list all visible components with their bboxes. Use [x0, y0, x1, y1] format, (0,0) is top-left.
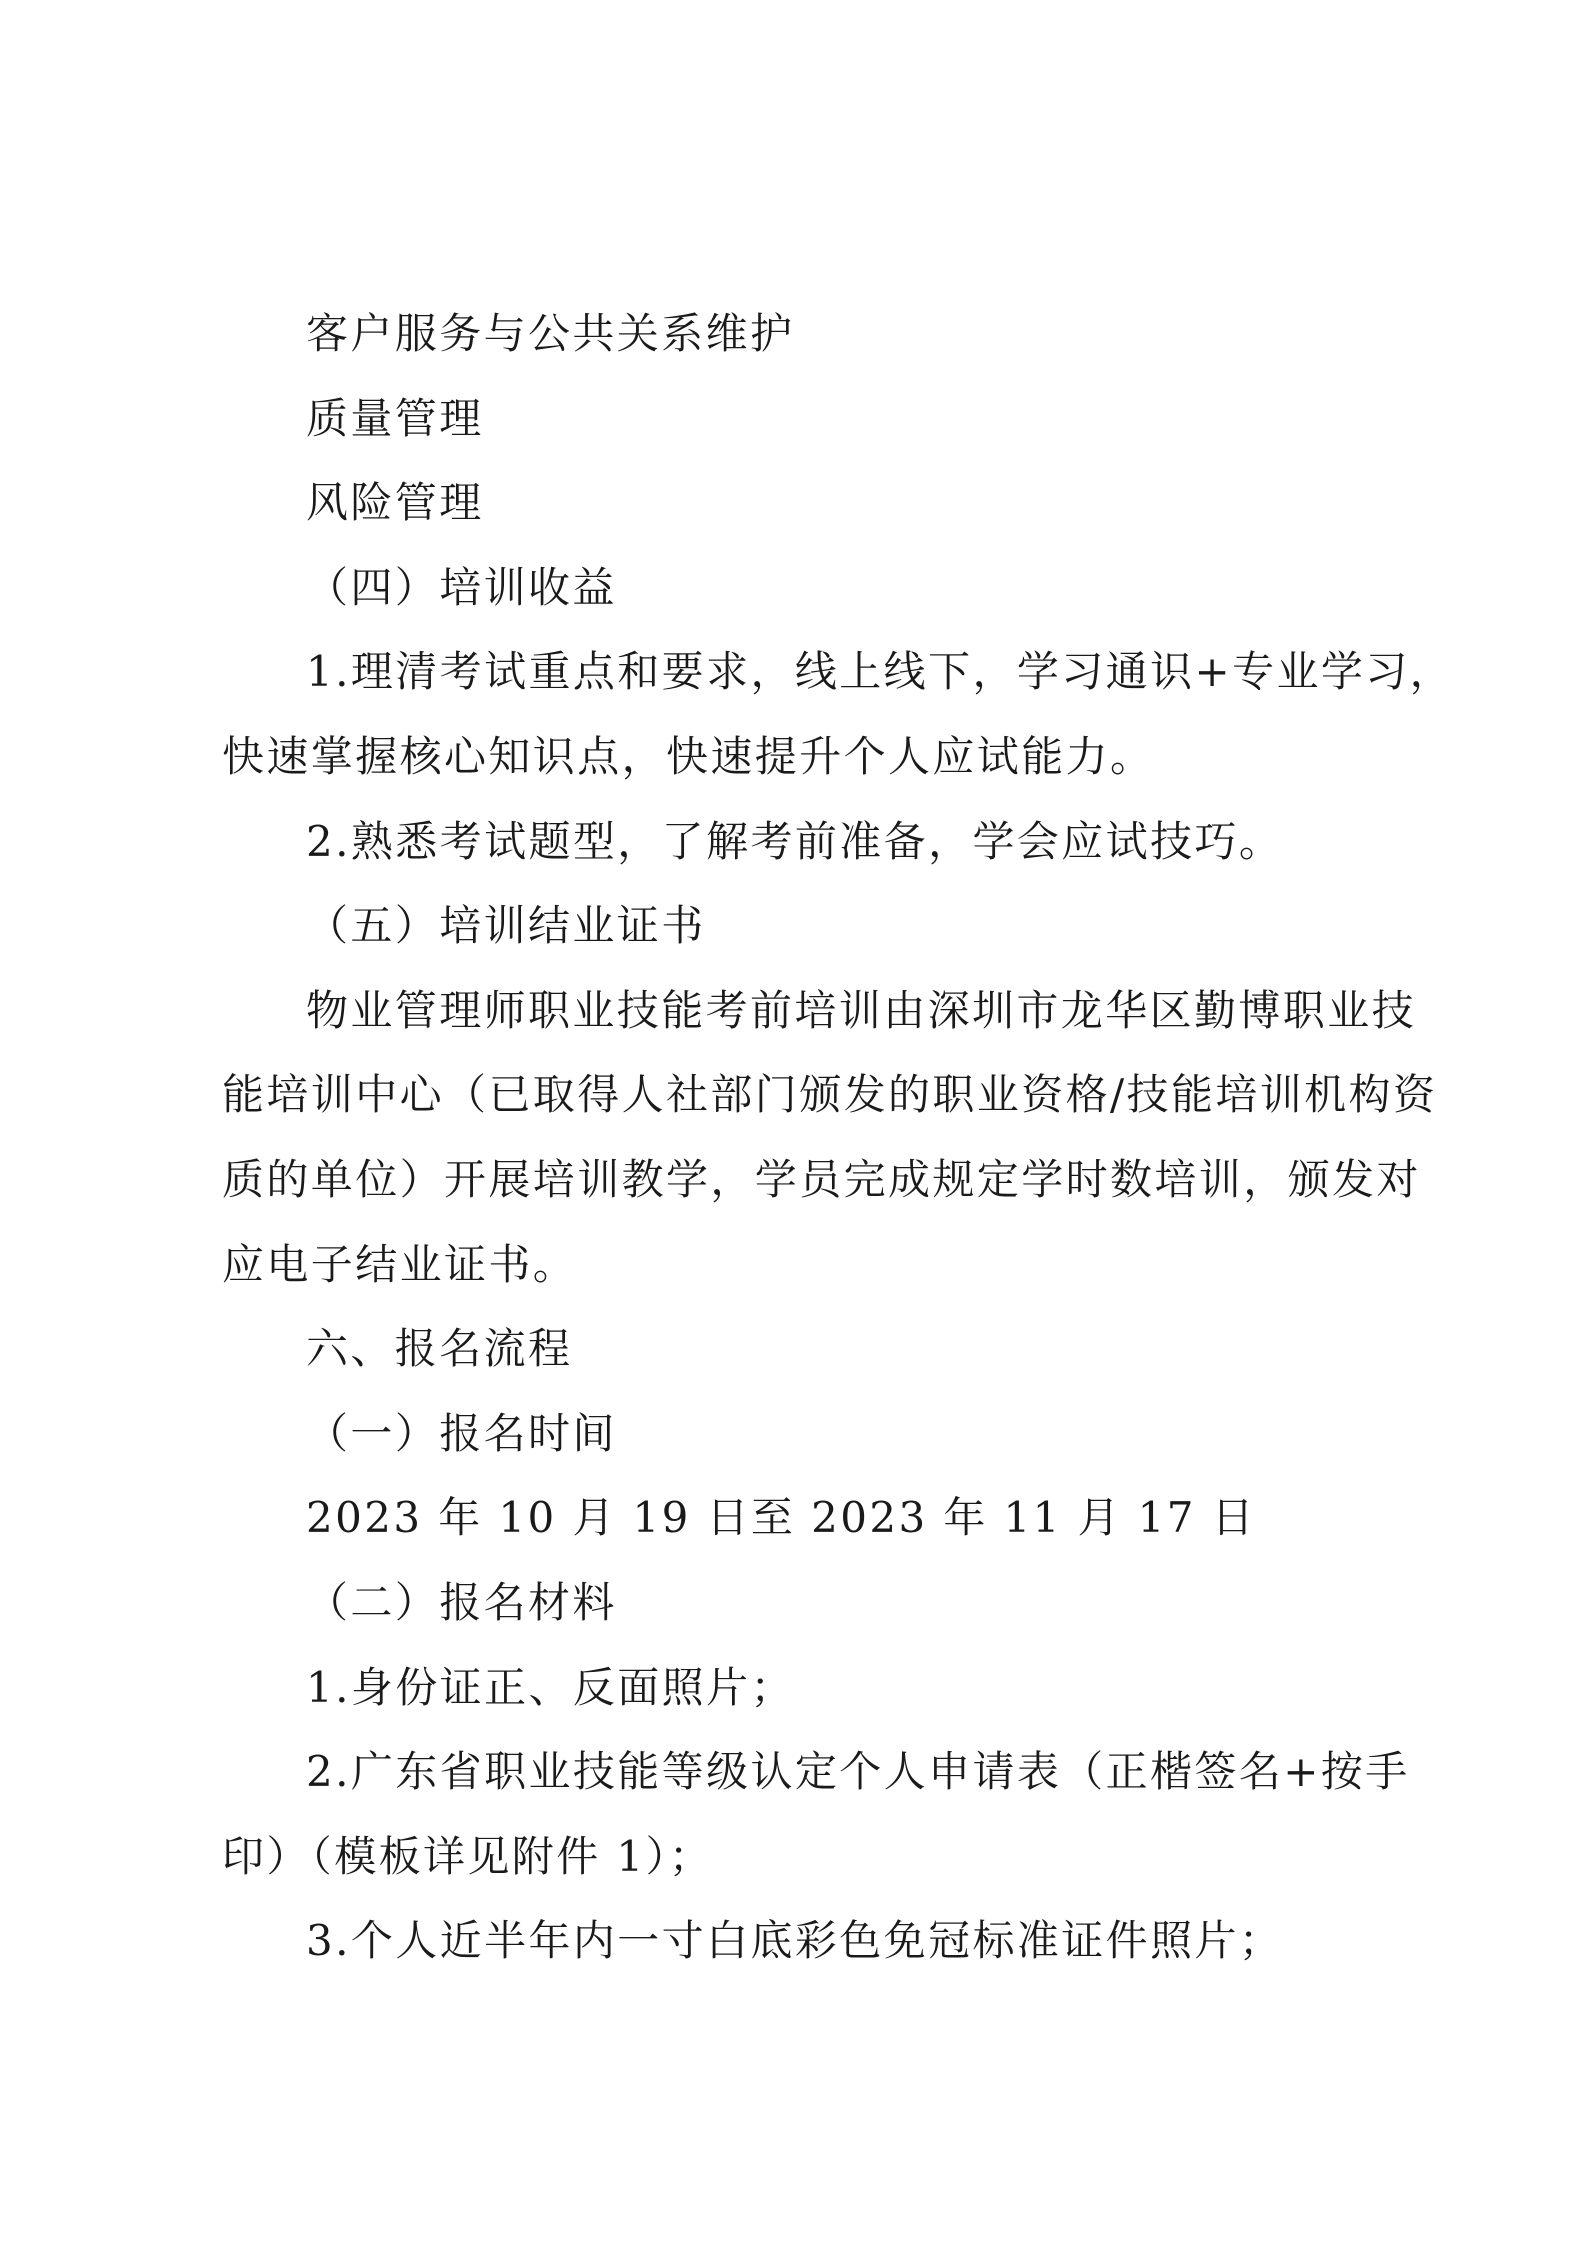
paragraph-certificate-line-4: 应电子结业证书。	[222, 1239, 578, 1289]
material-item-1: 1.身份证正、反面照片；	[306, 1662, 795, 1712]
material-item-2-line-2: 印）（模板详见附件 1）；	[222, 1831, 714, 1881]
section-heading-training-benefits: （四）培训收益	[306, 562, 617, 612]
paragraph-certificate-line-1: 物业管理师职业技能考前培训由深圳市龙华区勤博职业技	[306, 985, 1417, 1035]
section-heading-registration-process: 六、报名流程	[306, 1324, 573, 1374]
text-line-risk-management: 风险管理	[306, 478, 484, 528]
subsection-heading-registration-time: （一）报名时间	[306, 1408, 617, 1458]
body-text	[222, 292, 1455, 1984]
registration-date-range: 2023 年 10 月 19 日至 2023 年 11 月 17 日	[306, 1493, 1257, 1543]
material-item-3: 3.个人近半年内一寸白底彩色免冠标准证件照片；	[306, 1916, 1284, 1966]
section-heading-certificate: （五）培训结业证书	[306, 901, 706, 951]
text-line-customer-service: 客户服务与公共关系维护	[306, 309, 795, 358]
paragraph-certificate-line-2: 能培训中心（已取得人社部门颁发的职业资格/技能培训机构资	[222, 1070, 1438, 1120]
paragraph-benefit-2: 2.熟悉考试题型，了解考前准备，学会应试技巧。	[306, 816, 1284, 866]
paragraph-benefit-1-line-1: 1.理清考试重点和要求，线上线下，学习通识+专业学习，	[306, 647, 1455, 697]
paragraph-benefit-1-line-2: 快速掌握核心知识点，快速提升个人应试能力。	[222, 731, 1155, 781]
paragraph-certificate-line-3: 质的单位）开展培训教学，学员完成规定学时数培训，颁发对	[222, 1154, 1421, 1204]
subsection-heading-registration-materials: （二）报名材料	[306, 1577, 617, 1627]
material-item-2-line-1: 2.广东省职业技能等级认定个人申请表（正楷签名+按手	[306, 1747, 1410, 1797]
text-line-quality-management: 质量管理	[306, 393, 484, 443]
